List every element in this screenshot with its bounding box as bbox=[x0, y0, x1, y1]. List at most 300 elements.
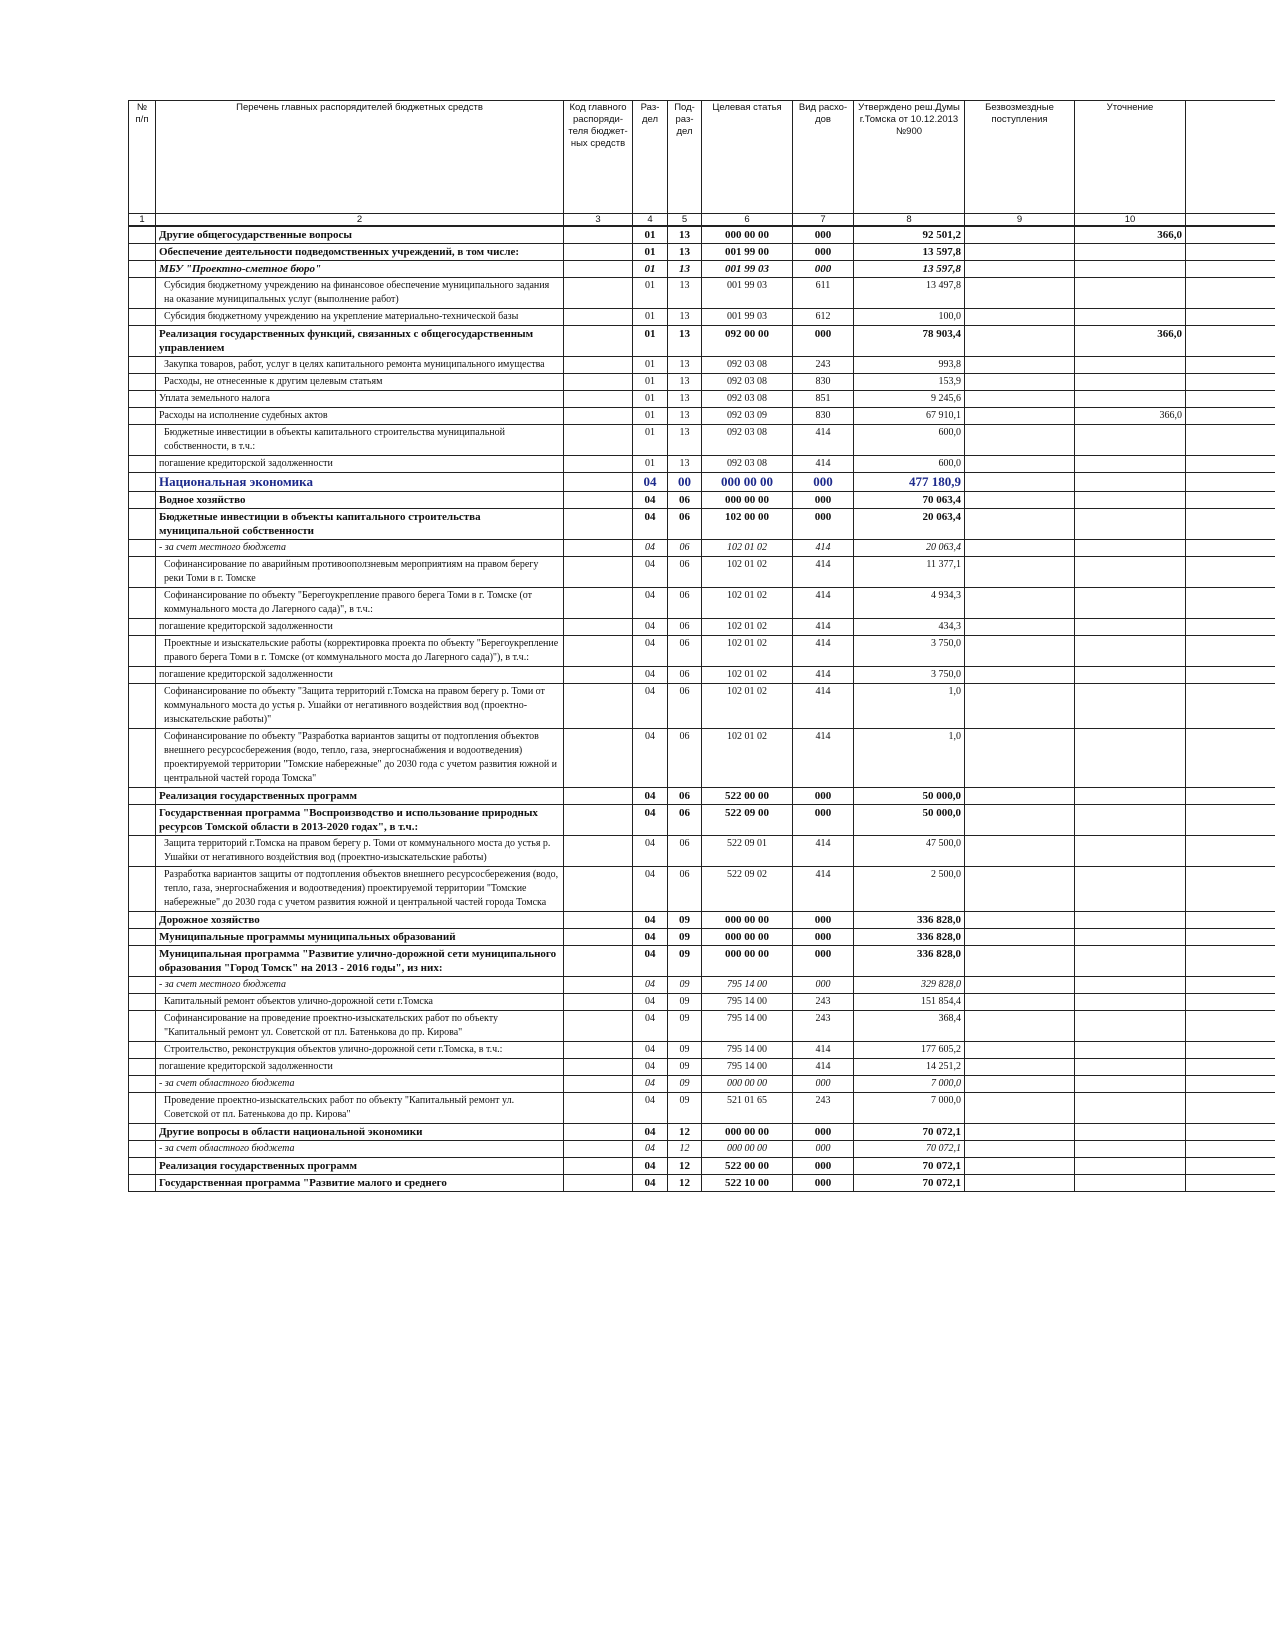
row-approved: 4 934,3 bbox=[854, 588, 965, 619]
row-name: Реализация государственных программ bbox=[156, 788, 564, 805]
row-extra bbox=[1186, 425, 1275, 456]
row-approved: 70 063,4 bbox=[854, 492, 965, 509]
row-clarif bbox=[1075, 1076, 1186, 1093]
row-razdel: 04 bbox=[633, 619, 668, 636]
row-num bbox=[129, 1011, 156, 1042]
row-razdel: 01 bbox=[633, 357, 668, 374]
row-vid: 414 bbox=[793, 684, 854, 729]
row-name: Уплата земельного налога bbox=[156, 391, 564, 408]
row-podrazdel: 09 bbox=[668, 977, 702, 994]
table-row bbox=[129, 636, 1275, 667]
row-free bbox=[965, 1076, 1075, 1093]
row-extra bbox=[1186, 357, 1275, 374]
row-clarif bbox=[1075, 557, 1186, 588]
colnum-3: 3 bbox=[564, 214, 633, 227]
row-clarif bbox=[1075, 994, 1186, 1011]
row-clarif: 366,0 bbox=[1075, 326, 1186, 357]
row-code bbox=[564, 729, 633, 788]
row-approved: 336 828,0 bbox=[854, 929, 965, 946]
row-name: Обеспечение деятельности подведомственных учреждений, в том числе: bbox=[156, 244, 564, 261]
row-num bbox=[129, 1158, 156, 1175]
row-name: Субсидия бюджетному учреждению на укрепление материально-технической базы bbox=[156, 309, 564, 326]
row-name: Капитальный ремонт объектов улично-дорожной сети г.Томска bbox=[156, 994, 564, 1011]
row-name: Софинансирование на проведение проектно-изыскательских работ по объекту "Капитальный ремонт ул. Советской от пл. Батенькова до пр. Кирова" bbox=[156, 1011, 564, 1042]
row-target: 000 00 00 bbox=[702, 1076, 793, 1093]
table-row bbox=[129, 357, 1275, 374]
row-clarif bbox=[1075, 788, 1186, 805]
row-podrazdel: 06 bbox=[668, 867, 702, 912]
row-num bbox=[129, 977, 156, 994]
table-row bbox=[129, 1175, 1275, 1192]
row-name: Бюджетные инвестиции в объекты капитального строительства муниципальной собственности bbox=[156, 509, 564, 540]
row-free bbox=[965, 492, 1075, 509]
row-razdel: 01 bbox=[633, 374, 668, 391]
row-vid: 000 bbox=[793, 912, 854, 929]
colnum-9: 9 bbox=[965, 214, 1075, 227]
row-approved: 70 072,1 bbox=[854, 1124, 965, 1141]
row-vid: 414 bbox=[793, 1059, 854, 1076]
row-podrazdel: 06 bbox=[668, 836, 702, 867]
row-num bbox=[129, 326, 156, 357]
row-code bbox=[564, 619, 633, 636]
row-approved: 7 000,0 bbox=[854, 1076, 965, 1093]
row-name: - за счет местного бюджета bbox=[156, 540, 564, 557]
row-razdel: 04 bbox=[633, 636, 668, 667]
row-vid: 830 bbox=[793, 408, 854, 425]
row-target: 102 01 02 bbox=[702, 684, 793, 729]
row-free bbox=[965, 244, 1075, 261]
row-num bbox=[129, 805, 156, 836]
row-approved: 368,4 bbox=[854, 1011, 965, 1042]
row-free bbox=[965, 473, 1075, 492]
row-free bbox=[965, 1141, 1075, 1158]
row-clarif bbox=[1075, 425, 1186, 456]
row-vid: 414 bbox=[793, 425, 854, 456]
table-row bbox=[129, 261, 1275, 278]
row-free bbox=[965, 977, 1075, 994]
row-name: Проектные и изыскательские работы (корректировка проекта по объекту "Берегоукрепление правого берега Томи в г. Томске (от коммунального моста до Лагерного сада)"), в т.ч.: bbox=[156, 636, 564, 667]
table-row bbox=[129, 1093, 1275, 1124]
row-razdel: 04 bbox=[633, 1076, 668, 1093]
row-approved: 1,0 bbox=[854, 684, 965, 729]
row-name: - за счет местного бюджета bbox=[156, 977, 564, 994]
row-code bbox=[564, 946, 633, 977]
row-name: Субсидия бюджетному учреждению на финансовое обеспечение муниципального задания на оказание муниципальных услуг (выполнение работ) bbox=[156, 278, 564, 309]
colnum-7: 7 bbox=[793, 214, 854, 227]
row-razdel: 01 bbox=[633, 244, 668, 261]
row-vid: 414 bbox=[793, 456, 854, 473]
row-target: 001 99 00 bbox=[702, 244, 793, 261]
row-target: 522 09 01 bbox=[702, 836, 793, 867]
row-extra bbox=[1186, 456, 1275, 473]
row-podrazdel: 00 bbox=[668, 473, 702, 492]
table-row bbox=[129, 929, 1275, 946]
row-name: Расходы, не отнесенные к другим целевым статьям bbox=[156, 374, 564, 391]
row-code bbox=[564, 278, 633, 309]
row-target: 102 01 02 bbox=[702, 557, 793, 588]
row-podrazdel: 09 bbox=[668, 1059, 702, 1076]
row-num bbox=[129, 619, 156, 636]
row-target: 092 00 00 bbox=[702, 326, 793, 357]
row-extra bbox=[1186, 391, 1275, 408]
row-clarif bbox=[1075, 357, 1186, 374]
table-row bbox=[129, 1158, 1275, 1175]
row-razdel: 04 bbox=[633, 788, 668, 805]
table-row bbox=[129, 456, 1275, 473]
row-extra bbox=[1186, 977, 1275, 994]
row-approved: 151 854,4 bbox=[854, 994, 965, 1011]
row-num bbox=[129, 1124, 156, 1141]
row-target: 092 03 08 bbox=[702, 374, 793, 391]
row-vid: 000 bbox=[793, 1124, 854, 1141]
row-razdel: 04 bbox=[633, 1141, 668, 1158]
row-razdel: 04 bbox=[633, 684, 668, 729]
row-code bbox=[564, 994, 633, 1011]
row-vid: 000 bbox=[793, 977, 854, 994]
row-free bbox=[965, 729, 1075, 788]
row-code bbox=[564, 244, 633, 261]
row-name: Водное хозяйство bbox=[156, 492, 564, 509]
table-row bbox=[129, 1059, 1275, 1076]
row-code bbox=[564, 509, 633, 540]
row-vid: 414 bbox=[793, 867, 854, 912]
row-razdel: 01 bbox=[633, 425, 668, 456]
row-clarif bbox=[1075, 391, 1186, 408]
row-name: Государственная программа "Воспроизводство и использование природных ресурсов Томской области в 2013-2020 годах", в т.ч.: bbox=[156, 805, 564, 836]
row-extra bbox=[1186, 805, 1275, 836]
row-approved: 20 063,4 bbox=[854, 509, 965, 540]
row-num bbox=[129, 473, 156, 492]
row-vid: 414 bbox=[793, 1042, 854, 1059]
row-extra bbox=[1186, 912, 1275, 929]
row-vid: 830 bbox=[793, 374, 854, 391]
row-free bbox=[965, 1158, 1075, 1175]
row-approved: 336 828,0 bbox=[854, 912, 965, 929]
row-target: 522 09 00 bbox=[702, 805, 793, 836]
row-approved: 7 000,0 bbox=[854, 1093, 965, 1124]
row-num bbox=[129, 667, 156, 684]
row-code bbox=[564, 1076, 633, 1093]
row-razdel: 01 bbox=[633, 261, 668, 278]
row-vid: 243 bbox=[793, 994, 854, 1011]
table-row bbox=[129, 226, 1275, 244]
row-code bbox=[564, 425, 633, 456]
row-clarif bbox=[1075, 867, 1186, 912]
row-vid: 414 bbox=[793, 729, 854, 788]
row-razdel: 04 bbox=[633, 912, 668, 929]
row-clarif bbox=[1075, 261, 1186, 278]
row-num bbox=[129, 309, 156, 326]
row-num bbox=[129, 684, 156, 729]
row-vid: 243 bbox=[793, 357, 854, 374]
header-row bbox=[129, 101, 1275, 214]
row-code bbox=[564, 374, 633, 391]
budget-rows bbox=[129, 226, 1275, 1192]
table-row bbox=[129, 912, 1275, 929]
row-razdel: 04 bbox=[633, 557, 668, 588]
table-row bbox=[129, 1076, 1275, 1093]
row-code bbox=[564, 684, 633, 729]
row-podrazdel: 09 bbox=[668, 929, 702, 946]
row-approved: 3 750,0 bbox=[854, 667, 965, 684]
row-extra bbox=[1186, 867, 1275, 912]
table-row bbox=[129, 540, 1275, 557]
row-free bbox=[965, 357, 1075, 374]
row-free bbox=[965, 946, 1075, 977]
row-name: Закупка товаров, работ, услуг в целях капитального ремонта муниципального имущества bbox=[156, 357, 564, 374]
row-code bbox=[564, 492, 633, 509]
row-extra bbox=[1186, 836, 1275, 867]
header-target: Целевая статья bbox=[702, 101, 793, 214]
row-name: Бюджетные инвестиции в объекты капитального строительства муниципальной собственности, в т.ч.: bbox=[156, 425, 564, 456]
row-razdel: 04 bbox=[633, 1059, 668, 1076]
row-free bbox=[965, 540, 1075, 557]
row-code bbox=[564, 1093, 633, 1124]
row-target: 000 00 00 bbox=[702, 226, 793, 244]
table-row bbox=[129, 557, 1275, 588]
row-clarif bbox=[1075, 1124, 1186, 1141]
row-free bbox=[965, 278, 1075, 309]
row-extra bbox=[1186, 226, 1275, 244]
row-clarif bbox=[1075, 1042, 1186, 1059]
row-clarif bbox=[1075, 836, 1186, 867]
row-podrazdel: 06 bbox=[668, 557, 702, 588]
table-row bbox=[129, 326, 1275, 357]
row-target: 522 00 00 bbox=[702, 1158, 793, 1175]
row-approved: 153,9 bbox=[854, 374, 965, 391]
row-free bbox=[965, 408, 1075, 425]
colnum-extra bbox=[1186, 214, 1275, 227]
row-num bbox=[129, 867, 156, 912]
row-target: 092 03 09 bbox=[702, 408, 793, 425]
table-row bbox=[129, 244, 1275, 261]
row-vid: 000 bbox=[793, 473, 854, 492]
row-extra bbox=[1186, 244, 1275, 261]
header-code: Код главного распоряди-теля бюджет-ных средств bbox=[564, 101, 633, 214]
row-free bbox=[965, 1124, 1075, 1141]
row-extra bbox=[1186, 1011, 1275, 1042]
row-extra bbox=[1186, 278, 1275, 309]
row-name: Реализация государственных функций, связанных с общегосударственным управлением bbox=[156, 326, 564, 357]
row-code bbox=[564, 456, 633, 473]
row-clarif bbox=[1075, 1175, 1186, 1192]
row-name: Расходы на исполнение судебных актов bbox=[156, 408, 564, 425]
row-num bbox=[129, 374, 156, 391]
row-approved: 13 597,8 bbox=[854, 261, 965, 278]
row-clarif bbox=[1075, 473, 1186, 492]
table-row bbox=[129, 729, 1275, 788]
row-target: 000 00 00 bbox=[702, 946, 793, 977]
row-podrazdel: 06 bbox=[668, 729, 702, 788]
row-clarif bbox=[1075, 456, 1186, 473]
row-podrazdel: 06 bbox=[668, 805, 702, 836]
row-razdel: 04 bbox=[633, 836, 668, 867]
column-number-row bbox=[129, 214, 1275, 227]
table-row bbox=[129, 684, 1275, 729]
row-vid: 612 bbox=[793, 309, 854, 326]
row-podrazdel: 13 bbox=[668, 456, 702, 473]
row-podrazdel: 06 bbox=[668, 788, 702, 805]
row-target: 000 00 00 bbox=[702, 929, 793, 946]
table-row bbox=[129, 1124, 1275, 1141]
row-name: Национальная экономика bbox=[156, 473, 564, 492]
row-code bbox=[564, 1042, 633, 1059]
row-extra bbox=[1186, 261, 1275, 278]
row-vid: 000 bbox=[793, 1076, 854, 1093]
row-code bbox=[564, 867, 633, 912]
row-razdel: 04 bbox=[633, 1093, 668, 1124]
row-free bbox=[965, 867, 1075, 912]
row-podrazdel: 13 bbox=[668, 278, 702, 309]
table-row bbox=[129, 408, 1275, 425]
row-vid: 000 bbox=[793, 1158, 854, 1175]
row-name: Другие общегосударственные вопросы bbox=[156, 226, 564, 244]
row-name: МБУ "Проектно-сметное бюро" bbox=[156, 261, 564, 278]
row-free bbox=[965, 1042, 1075, 1059]
row-razdel: 04 bbox=[633, 492, 668, 509]
row-podrazdel: 09 bbox=[668, 994, 702, 1011]
row-free bbox=[965, 1059, 1075, 1076]
row-num bbox=[129, 636, 156, 667]
row-num bbox=[129, 1141, 156, 1158]
row-podrazdel: 09 bbox=[668, 912, 702, 929]
row-vid: 000 bbox=[793, 509, 854, 540]
row-extra bbox=[1186, 374, 1275, 391]
row-num bbox=[129, 244, 156, 261]
row-extra bbox=[1186, 509, 1275, 540]
row-extra bbox=[1186, 1158, 1275, 1175]
row-podrazdel: 13 bbox=[668, 261, 702, 278]
row-free bbox=[965, 456, 1075, 473]
row-clarif bbox=[1075, 667, 1186, 684]
row-approved: 477 180,9 bbox=[854, 473, 965, 492]
row-razdel: 04 bbox=[633, 977, 668, 994]
row-razdel: 01 bbox=[633, 326, 668, 357]
row-approved: 993,8 bbox=[854, 357, 965, 374]
row-podrazdel: 06 bbox=[668, 684, 702, 729]
row-razdel: 04 bbox=[633, 946, 668, 977]
row-approved: 329 828,0 bbox=[854, 977, 965, 994]
row-vid: 000 bbox=[793, 929, 854, 946]
row-approved: 13 497,8 bbox=[854, 278, 965, 309]
row-clarif bbox=[1075, 588, 1186, 619]
row-code bbox=[564, 540, 633, 557]
row-clarif bbox=[1075, 1093, 1186, 1124]
row-num bbox=[129, 357, 156, 374]
row-vid: 000 bbox=[793, 326, 854, 357]
row-code bbox=[564, 1175, 633, 1192]
row-extra bbox=[1186, 619, 1275, 636]
row-name: погашение кредиторской задолженности bbox=[156, 1059, 564, 1076]
row-num bbox=[129, 836, 156, 867]
table-row bbox=[129, 492, 1275, 509]
table-row bbox=[129, 994, 1275, 1011]
table-row bbox=[129, 977, 1275, 994]
row-podrazdel: 06 bbox=[668, 588, 702, 619]
row-num bbox=[129, 729, 156, 788]
row-code bbox=[564, 1158, 633, 1175]
row-code bbox=[564, 1011, 633, 1042]
row-code bbox=[564, 1124, 633, 1141]
row-extra bbox=[1186, 557, 1275, 588]
row-target: 000 00 00 bbox=[702, 1141, 793, 1158]
row-razdel: 04 bbox=[633, 1175, 668, 1192]
row-razdel: 01 bbox=[633, 309, 668, 326]
row-free bbox=[965, 226, 1075, 244]
row-target: 795 14 00 bbox=[702, 1011, 793, 1042]
row-clarif bbox=[1075, 278, 1186, 309]
table-row bbox=[129, 1011, 1275, 1042]
row-target: 522 10 00 bbox=[702, 1175, 793, 1192]
row-code bbox=[564, 588, 633, 619]
table-row bbox=[129, 588, 1275, 619]
row-name: Муниципальная программа "Развитие улично-дорожной сети муниципального образования "Город Томск" на 2013 - 2016 годы", из них: bbox=[156, 946, 564, 977]
row-free bbox=[965, 391, 1075, 408]
row-clarif bbox=[1075, 912, 1186, 929]
row-code bbox=[564, 261, 633, 278]
row-razdel: 01 bbox=[633, 278, 668, 309]
row-free bbox=[965, 425, 1075, 456]
row-razdel: 01 bbox=[633, 226, 668, 244]
row-razdel: 04 bbox=[633, 540, 668, 557]
row-extra bbox=[1186, 636, 1275, 667]
row-num bbox=[129, 1175, 156, 1192]
table-row bbox=[129, 425, 1275, 456]
row-approved: 336 828,0 bbox=[854, 946, 965, 977]
row-num bbox=[129, 557, 156, 588]
row-vid: 414 bbox=[793, 619, 854, 636]
row-code bbox=[564, 836, 633, 867]
row-razdel: 04 bbox=[633, 994, 668, 1011]
row-approved: 3 750,0 bbox=[854, 636, 965, 667]
header-approved: Утверждено реш.Думы г.Томска от 10.12.2013 №900 bbox=[854, 101, 965, 214]
colnum-6: 6 bbox=[702, 214, 793, 227]
colnum-5: 5 bbox=[668, 214, 702, 227]
row-vid: 414 bbox=[793, 588, 854, 619]
row-approved: 2 500,0 bbox=[854, 867, 965, 912]
row-razdel: 04 bbox=[633, 729, 668, 788]
row-free bbox=[965, 684, 1075, 729]
row-name: погашение кредиторской задолженности bbox=[156, 456, 564, 473]
row-target: 522 09 02 bbox=[702, 867, 793, 912]
row-free bbox=[965, 374, 1075, 391]
row-target: 000 00 00 bbox=[702, 912, 793, 929]
row-podrazdel: 13 bbox=[668, 391, 702, 408]
header-extra bbox=[1186, 101, 1275, 214]
row-razdel: 04 bbox=[633, 805, 668, 836]
row-target: 522 00 00 bbox=[702, 788, 793, 805]
row-name: Государственная программа "Развитие малого и среднего bbox=[156, 1175, 564, 1192]
row-clarif bbox=[1075, 946, 1186, 977]
row-podrazdel: 06 bbox=[668, 667, 702, 684]
row-podrazdel: 13 bbox=[668, 309, 702, 326]
row-num bbox=[129, 1076, 156, 1093]
row-target: 795 14 00 bbox=[702, 1042, 793, 1059]
row-free bbox=[965, 1093, 1075, 1124]
row-approved: 70 072,1 bbox=[854, 1175, 965, 1192]
row-razdel: 01 bbox=[633, 408, 668, 425]
row-name: Проведение проектно-изыскательских работ по объекту "Капитальный ремонт ул. Советской от пл. Батенькова до пр. Кирова" bbox=[156, 1093, 564, 1124]
row-free bbox=[965, 805, 1075, 836]
row-clarif bbox=[1075, 1158, 1186, 1175]
row-approved: 600,0 bbox=[854, 456, 965, 473]
colnum-1: 1 bbox=[129, 214, 156, 227]
row-free bbox=[965, 788, 1075, 805]
row-target: 092 03 08 bbox=[702, 425, 793, 456]
row-podrazdel: 13 bbox=[668, 408, 702, 425]
row-num bbox=[129, 261, 156, 278]
row-name: погашение кредиторской задолженности bbox=[156, 667, 564, 684]
